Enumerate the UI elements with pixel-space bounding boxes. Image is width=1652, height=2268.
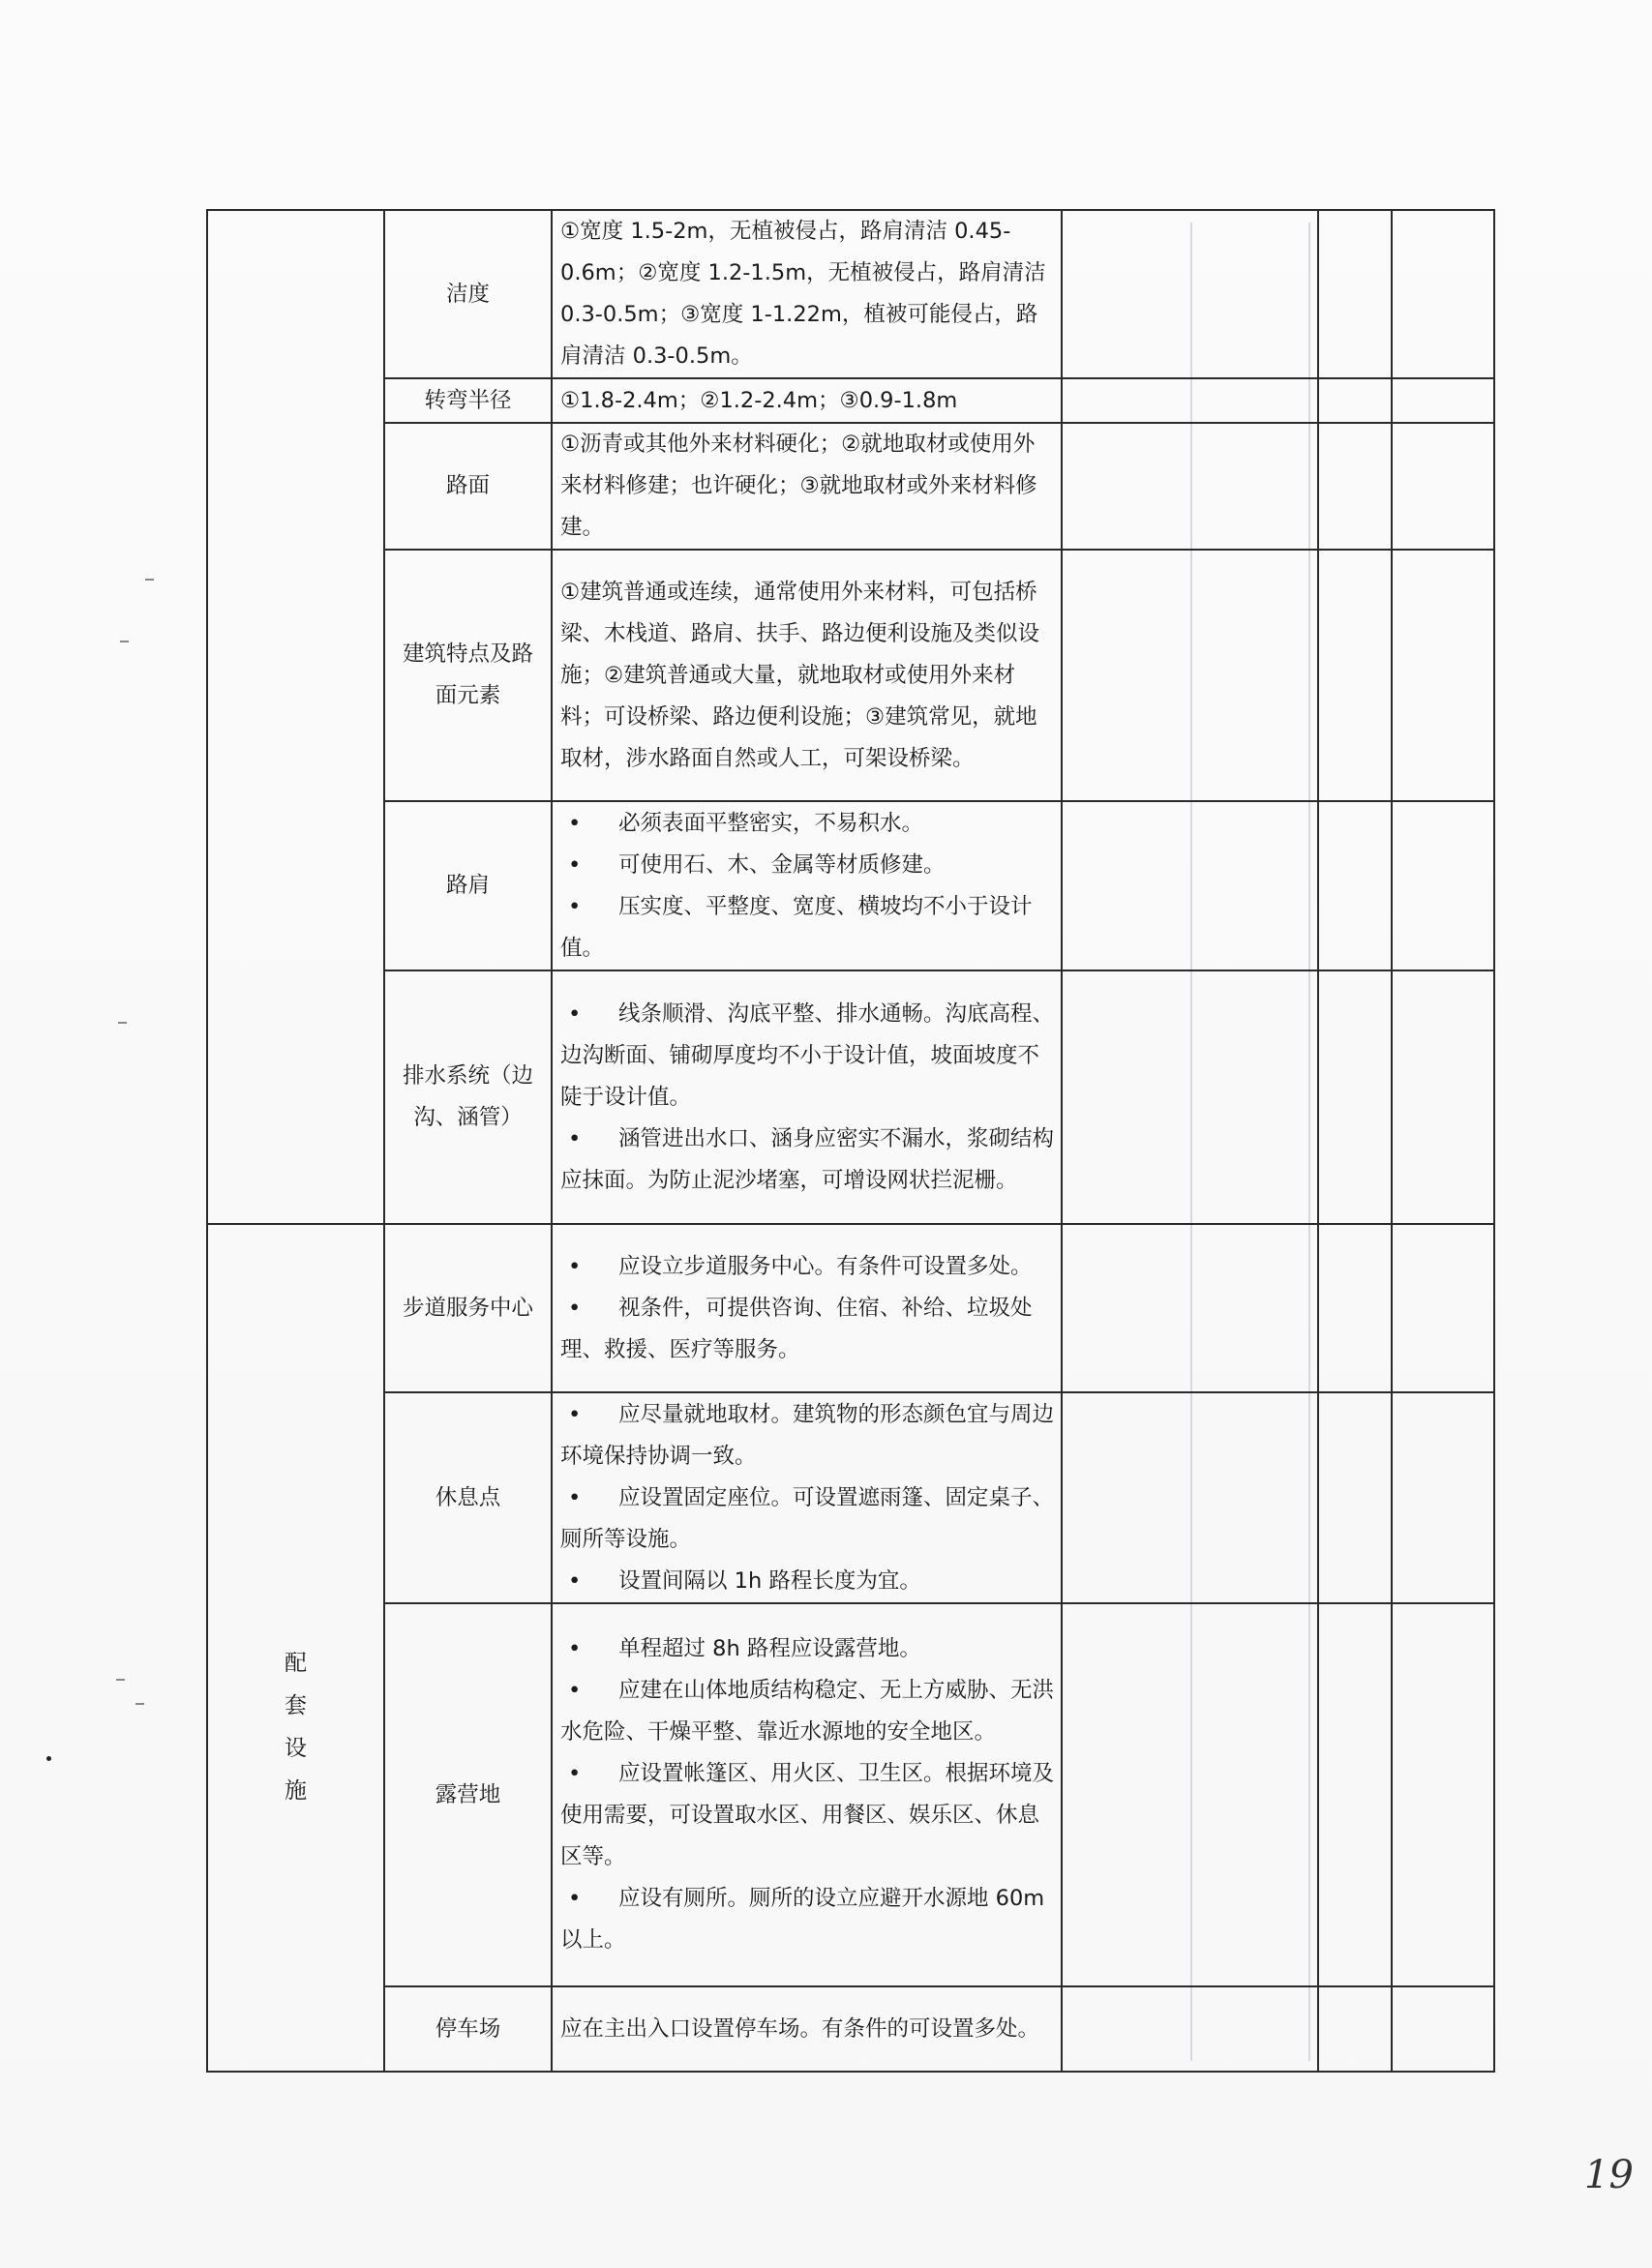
category-label: 配套设施 — [285, 1651, 307, 1804]
blank-cell — [1392, 801, 1494, 970]
table-row — [207, 378, 1494, 423]
item-name: 步道服务中心 — [384, 1224, 552, 1392]
margin-mark — [135, 1703, 144, 1705]
page-number: 19 — [1584, 2153, 1634, 2197]
item-description: ①沥青或其他外来材料硬化；②就地取材或使用外来材料修建；也许硬化；③就地取材或外来材料修建。 — [552, 423, 1062, 550]
blank-cell — [1392, 1392, 1494, 1603]
blank-cell — [1392, 970, 1494, 1224]
bullet-item: • 应设置固定座位。可设置遮雨篷、固定桌子、厕所等设施。 — [560, 1484, 1055, 1552]
blank-cell — [1318, 378, 1392, 423]
bullet-item: • 单程超过 8h 路程应设露营地。 — [568, 1636, 921, 1661]
table-row — [207, 1603, 1494, 1986]
margin-mark — [120, 641, 129, 642]
table-row — [207, 423, 1494, 550]
margin-mark — [46, 1756, 51, 1761]
bullet-item: • 线条顺滑、沟底平整、排水通畅。沟底高程、边沟断面、铺砌厚度均不小于设计值，坡面坡度不陡于设计值。 — [560, 1000, 1055, 1110]
item-description: ①建筑普通或连续，通常使用外来材料，可包括桥梁、木栈道、路肩、扶手、路边便利设施及类似设施；②建筑普通或大量，就地取材或使用外来材料；可设桥梁、路边便利设施；③建筑常见，就地取材，涉水路面自然或人工，可架设桥梁。 — [552, 550, 1062, 801]
item-name: 建筑特点及路面元素 — [384, 550, 552, 801]
blank-cell — [1318, 1603, 1392, 1986]
item-name: 休息点 — [384, 1392, 552, 1603]
blank-cell — [1318, 550, 1392, 801]
item-name: 排水系统（边沟、涵管） — [384, 970, 552, 1224]
blank-cell — [1062, 210, 1318, 378]
margin-mark — [145, 579, 154, 581]
blank-cell — [1318, 1392, 1392, 1603]
bullet-item: • 必须表面平整密实，不易积水。 — [568, 810, 924, 836]
bullet-item: • 涵管进出水口、涵身应密实不漏水，浆砌结构应抹面。为防止泥沙堵塞，可增设网状拦泥栅。 — [560, 1125, 1055, 1193]
item-description — [552, 801, 1062, 970]
category-cell-blank — [207, 210, 384, 1224]
table-row — [207, 210, 1494, 378]
bullet-item: • 应设有厕所。厕所的设立应避开水源地 60m 以上。 — [560, 1886, 1045, 1953]
bullet-item: • 应设置帐篷区、用火区、卫生区。根据环境及使用需要，可设置取水区、用餐区、娱乐区、休息区等。 — [560, 1761, 1055, 1869]
blank-cell — [1392, 423, 1494, 550]
blank-cell — [1392, 1603, 1494, 1986]
item-name: 停车场 — [384, 1986, 552, 2072]
blank-cell — [1062, 1603, 1318, 1986]
item-description: ①宽度 1.5-2m，无植被侵占，路肩清洁 0.45-0.6m；②宽度 1.2-1.5m，无植被侵占，路肩清洁 0.3-0.5m；③宽度 1-1.22m，植被可能侵占，路肩清洁 0.3-0.5m。 — [552, 210, 1062, 378]
item-description: 应在主出入口设置停车场。有条件的可设置多处。 — [552, 1986, 1062, 2072]
table-row — [207, 1986, 1494, 2072]
bullet-item: • 设置间隔以 1h 路程长度为宜。 — [568, 1567, 921, 1594]
bullet-item: • 可使用石、木、金属等材质修建。 — [568, 851, 946, 878]
table-row — [207, 1392, 1494, 1603]
bullet-item: • 应尽量就地取材。建筑物的形态颜色宜与周边环境保持协调一致。 — [560, 1401, 1055, 1469]
blank-cell — [1392, 1986, 1494, 2072]
item-name: 洁度 — [384, 210, 552, 378]
table-row — [207, 970, 1494, 1224]
bullet-item: • 应设立步道服务中心。有条件可设置多处。 — [568, 1253, 1033, 1279]
blank-cell — [1392, 550, 1494, 801]
blank-cell — [1318, 210, 1392, 378]
table-row — [207, 801, 1494, 970]
table-row — [207, 1224, 1494, 1392]
blank-cell — [1318, 423, 1392, 550]
item-name: 转弯半径 — [384, 378, 552, 423]
bullet-item: • 压实度、平整度、宽度、横坡均不小于设计值。 — [560, 893, 1033, 961]
category-cell — [207, 1224, 384, 2072]
margin-mark — [118, 1022, 127, 1024]
item-name: 露营地 — [384, 1603, 552, 1986]
item-description — [552, 1224, 1062, 1392]
blank-cell — [1392, 210, 1494, 378]
blank-cell — [1062, 1224, 1318, 1392]
blank-cell — [1318, 1986, 1392, 2072]
item-name: 路肩 — [384, 801, 552, 970]
item-description — [552, 1603, 1062, 1986]
blank-cell — [1392, 1224, 1494, 1392]
margin-mark — [116, 1679, 125, 1681]
table-row — [207, 550, 1494, 801]
blank-cell — [1062, 1986, 1318, 2072]
blank-cell — [1318, 801, 1392, 970]
blank-cell — [1062, 550, 1318, 801]
standards-table — [206, 209, 1495, 2073]
blank-cell — [1318, 1224, 1392, 1392]
blank-cell — [1392, 378, 1494, 423]
bullet-item: • 应建在山体地质结构稳定、无上方威胁、无洪水危险、干燥平整、靠近水源地的安全地区。 — [560, 1678, 1055, 1745]
blank-cell — [1062, 1392, 1318, 1603]
item-description — [552, 970, 1062, 1224]
item-description: ①1.8-2.4m；②1.2-2.4m；③0.9-1.8m — [552, 378, 1062, 423]
blank-cell — [1062, 970, 1318, 1224]
blank-cell — [1062, 423, 1318, 550]
bullet-item: • 视条件，可提供咨询、住宿、补给、垃圾处理、救援、医疗等服务。 — [560, 1295, 1033, 1362]
item-description — [552, 1392, 1062, 1603]
item-name: 路面 — [384, 423, 552, 550]
blank-cell — [1318, 970, 1392, 1224]
blank-cell — [1062, 801, 1318, 970]
blank-cell — [1062, 378, 1318, 423]
